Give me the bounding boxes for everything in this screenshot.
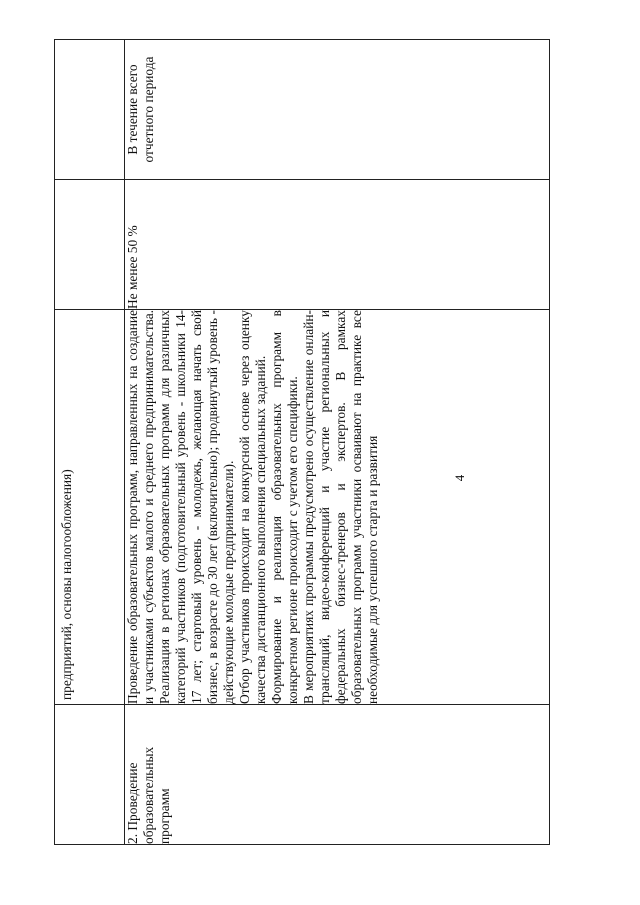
table-cell-tax-basis: [55, 310, 125, 705]
target-value-cell: [125, 180, 550, 310]
page-number: 4: [452, 474, 467, 482]
table-cell-empty: [55, 705, 125, 845]
table-cell-empty: [55, 180, 125, 310]
program-table: [54, 39, 550, 845]
target-value: Не менее 50 %: [125, 225, 140, 309]
rotated-page-content: [54, 40, 550, 845]
table-row: [125, 40, 550, 845]
program-title-cell: [125, 705, 550, 845]
description-paragraph: Формирование и реализация образовательных программ в конкретном регионе происходит с учетом его специфики.: [269, 310, 300, 704]
description-paragraph: Проведение образовательных программ, направленных на создание и участниками субъектов малого и среднего предпринимательства. Реализация в регионах образовательных программ для различных категорий участников (подготовительный уровень - школьники 14-17 лет; стартовый уровень - молодежь, желающая начать свой бизнес, в возрасте до 30 лет (включительно); продвинутый уровень - действующие молодые предприниматели).: [125, 310, 236, 704]
program-description-cell: [125, 310, 550, 705]
table-row: [55, 40, 125, 845]
reporting-period: В течение всего отчетного периода: [125, 56, 156, 163]
description-paragraph: Отбор участников происходит на конкурсной основе через оценку качества дистанционного выполнения специальных заданий.: [237, 310, 268, 704]
period-cell: [125, 40, 550, 180]
table-cell-empty: [55, 40, 125, 180]
program-title: 2. Проведение образовательных программ: [125, 746, 172, 844]
description-paragraph: В мероприятиях программы предусмотрено осуществление онлайн-трансляций, видео-конференций и участие региональных и федеральных бизнес-тренеров и экспертов. В рамках образовательных программ участники осваивают на практике все необходимые для успешного старта и развития: [301, 310, 380, 704]
tax-basis-text: предприятий, основы налогообложения): [59, 469, 74, 700]
